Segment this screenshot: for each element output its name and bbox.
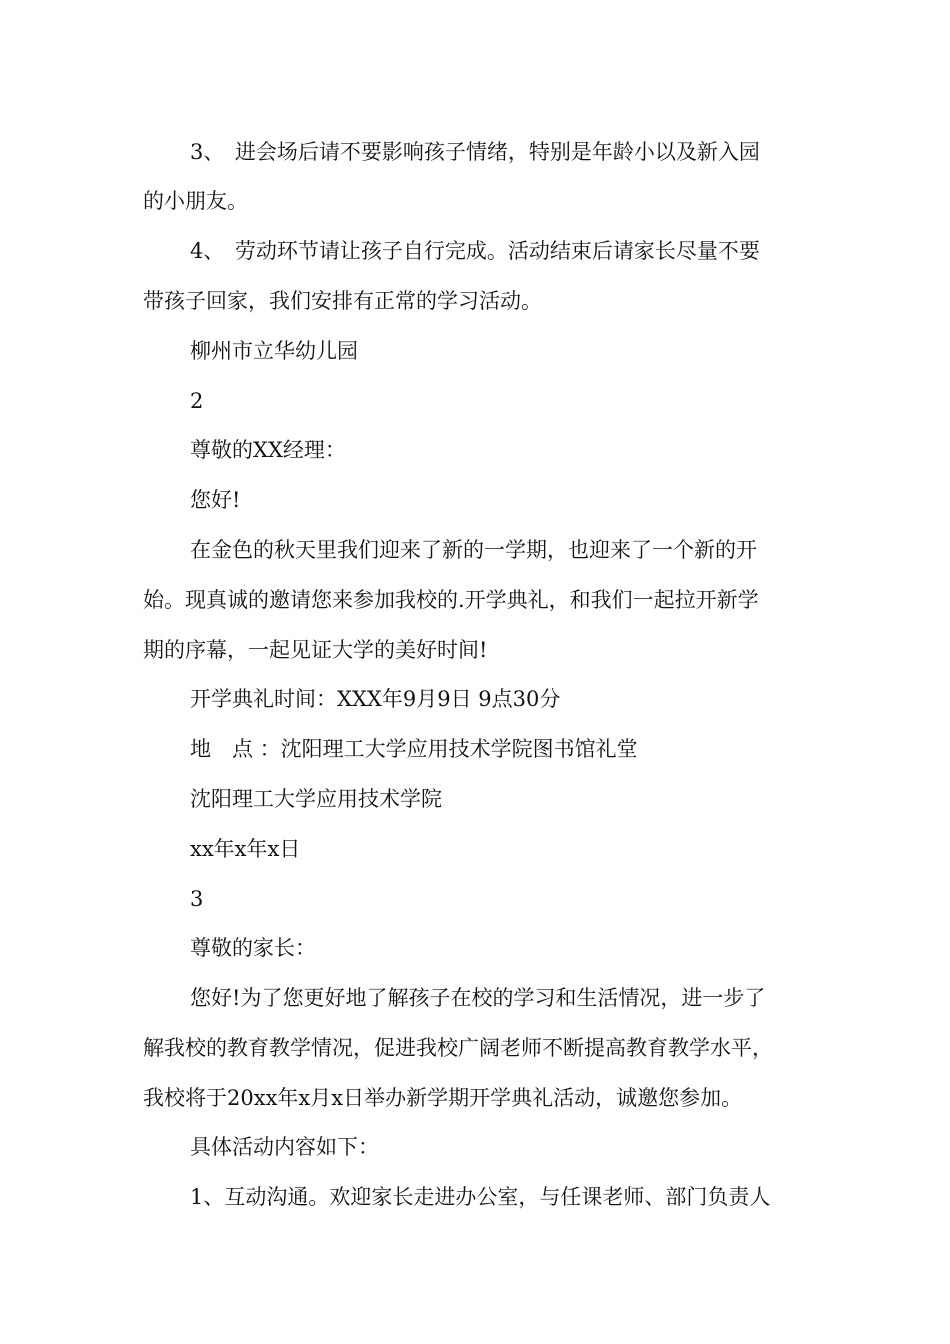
date-line: xx年x年x日 (190, 837, 301, 861)
text-line: 具体活动内容如下： (190, 1135, 379, 1159)
text-line: 带孩子回家，我们安排有正常的学习活动。 (143, 289, 542, 313)
salutation: 尊敬的家长： (190, 936, 316, 960)
signature-line: 沈阳理工大学应用技术学院 (190, 787, 442, 811)
greeting: 您好! (190, 488, 241, 512)
text-line: 4、 劳动环节请让孩子自行完成。活动结束后请家长尽量不要 (190, 239, 760, 263)
ceremony-time: 开学典礼时间：XXX年9月9日 9点30分 (190, 687, 561, 711)
salutation: 尊敬的XX经理： (190, 438, 346, 462)
text-line: 的小朋友。 (143, 189, 248, 213)
signature-line: 柳州市立华幼儿园 (190, 339, 358, 363)
text-line: 期的序幕，一起见证大学的美好时间! (143, 638, 488, 662)
text-line: 3、 进会场后请不要影响孩子情绪，特别是年龄小以及新入园 (190, 140, 760, 164)
text-line: 在金色的秋天里我们迎来了新的一学期，也迎来了一个新的开 (190, 538, 757, 562)
text-line: 解我校的教育教学情况，促进我校广阔老师不断提高教育教学水平， (143, 1036, 773, 1060)
ceremony-location: 地 点 ：沈阳理工大学应用技术学院图书馆礼堂 (190, 737, 638, 761)
section-number: 2 (190, 389, 204, 413)
text-line: 您好!为了您更好地了解孩子在校的学习和生活情况，进一步了 (190, 986, 766, 1010)
text-line: 1、互动沟通。欢迎家长走进办公室，与任课老师、部门负责人 (190, 1185, 771, 1209)
text-line: 始。现真诚的邀请您来参加我校的.开学典礼，和我们一起拉开新学 (143, 588, 759, 612)
text-line: 我校将于20xx年x月x日举办新学期开学典礼活动，诚邀您参加。 (143, 1086, 743, 1110)
section-number: 3 (190, 887, 204, 911)
